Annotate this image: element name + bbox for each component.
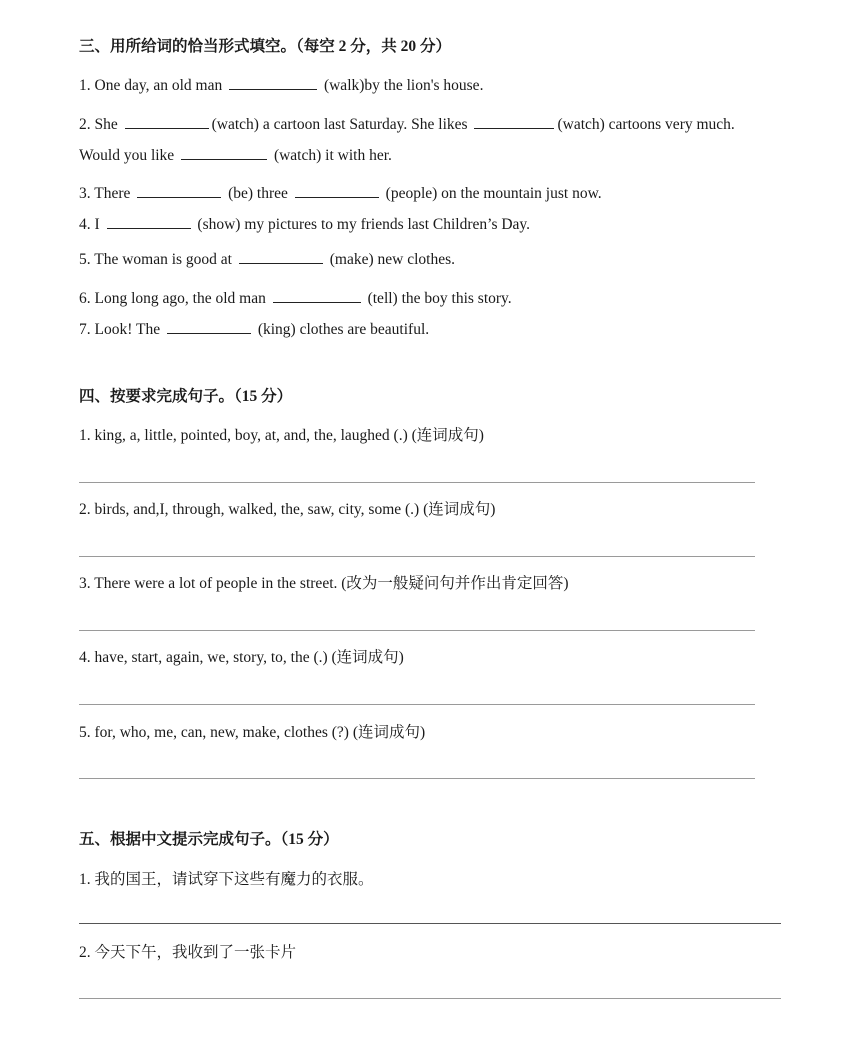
fill-blank[interactable]	[474, 114, 554, 129]
section-4-heading: 四、按要求完成句子。（15 分）	[79, 388, 293, 405]
question-text: Would you like	[79, 147, 175, 164]
section-3-question-2-continued	[79, 145, 392, 166]
fill-blank[interactable]	[181, 145, 267, 160]
question-text: (show) my pictures to my friends last Children’s Day.	[197, 216, 531, 233]
question-text: (watch) a cartoon last Saturday. She likes	[211, 116, 468, 133]
fill-blank[interactable]	[229, 75, 317, 90]
fill-blank[interactable]	[239, 249, 323, 264]
section-5-heading: 五、根据中文提示完成句子。（15 分）	[79, 831, 339, 848]
section-3-question-4	[79, 214, 530, 235]
question-text: (people) on the mountain just now.	[385, 185, 602, 202]
answer-line[interactable]	[79, 778, 755, 779]
fill-blank[interactable]	[137, 183, 221, 198]
answer-line[interactable]	[79, 998, 781, 999]
fill-blank[interactable]	[295, 183, 379, 198]
section-3-question-5	[79, 249, 455, 270]
question-text: 5. The woman is good at	[79, 251, 232, 268]
question-text: (be) three	[228, 185, 288, 202]
question-text: 6. Long long ago, the old man	[79, 290, 266, 307]
fill-blank[interactable]	[273, 288, 361, 303]
fill-blank[interactable]	[125, 114, 209, 129]
section-3-question-1	[79, 75, 483, 96]
question-text: (king) clothes are beautiful.	[257, 321, 430, 338]
question-text: (walk)by the lion's house.	[323, 77, 484, 94]
question-text: 4. I	[79, 216, 100, 233]
section-4-question-5: 5. for, who, me, can, new, make, clothes (?) (连词成句)	[79, 724, 426, 741]
section-3-question-6	[79, 288, 512, 309]
section-4-question-3: 3. There were a lot of people in the street. (改为一般疑问句并作出肯定回答)	[79, 575, 569, 592]
section-5-question-1: 1. 我的国王，请试穿下这些有魔力的衣服。	[79, 871, 374, 888]
question-text: 3. There	[79, 185, 131, 202]
answer-line[interactable]	[79, 482, 755, 483]
section-3-question-2	[79, 114, 735, 135]
section-3-question-3	[79, 183, 602, 204]
question-text: 1. One day, an old man	[79, 77, 223, 94]
section-3-heading: 三、用所给词的恰当形式填空。（每空 2 分，共 20 分）	[79, 38, 452, 55]
answer-line[interactable]	[79, 923, 781, 924]
section-5-question-2: 2. 今天下午，我收到了一张卡片	[79, 944, 297, 961]
question-text: (make) new clothes.	[329, 251, 455, 268]
fill-blank[interactable]	[167, 319, 251, 334]
question-text: 7. Look! The	[79, 321, 161, 338]
answer-line[interactable]	[79, 630, 755, 631]
question-text: (watch) it with her.	[273, 147, 392, 164]
question-text: (tell) the boy this story.	[367, 290, 512, 307]
fill-blank[interactable]	[107, 214, 191, 229]
question-text: 2. She	[79, 116, 118, 133]
answer-line[interactable]	[79, 556, 755, 557]
section-4-question-4: 4. have, start, again, we, story, to, the (.) (连词成句)	[79, 649, 404, 666]
section-3-question-7	[79, 319, 429, 340]
section-4-question-1: 1. king, a, little, pointed, boy, at, and, the, laughed (.) (连词成句)	[79, 427, 484, 444]
answer-line[interactable]	[79, 704, 755, 705]
section-4-question-2: 2. birds, and,I, through, walked, the, saw, city, some (.) (连词成句)	[79, 501, 496, 518]
question-text: (watch) cartoons very much.	[557, 116, 735, 133]
